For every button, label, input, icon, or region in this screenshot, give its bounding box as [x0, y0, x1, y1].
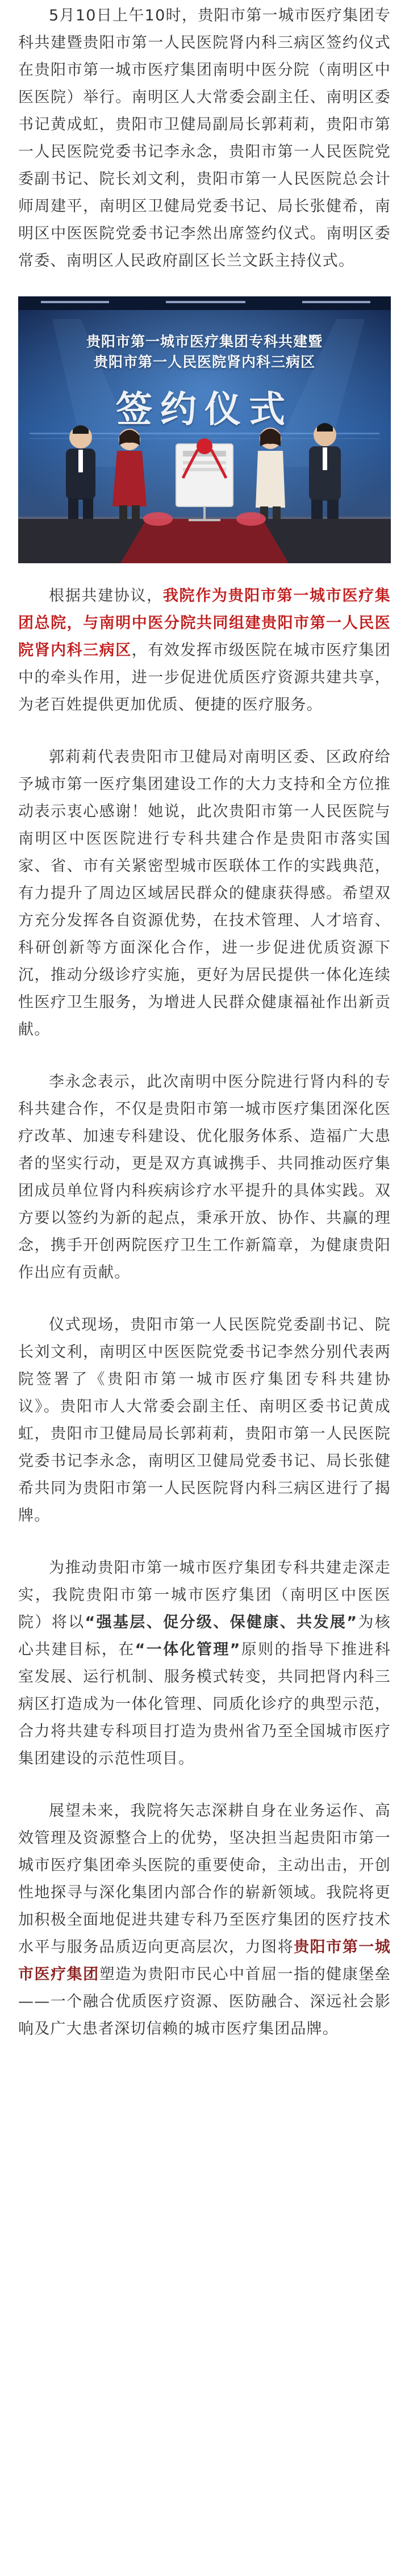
ceremony-photo: [18, 296, 391, 563]
goals-post: 原则的指导下推进科室发展、运行机制、服务模式转变，共同把肾内科三病区打造成为一体化管理、同质化诊疗的典型示范，合力将共建专科项目打造为贵州省乃至全国城市医疗集团建设的示范性项目。: [18, 1641, 391, 1767]
agreement-highlight: 我院作为贵阳市第一城市医疗集团总院，与南明中医分院共同组建贵阳市第一人民医院肾内科三病区: [18, 587, 391, 659]
outlook-paragraph: [18, 1798, 391, 2043]
photo-banner-line2: 贵阳市第一人民医院肾内科三病区: [93, 354, 315, 370]
goals-paragraph: [18, 1555, 391, 1773]
photo-banner-line1: 贵阳市第一城市医疗集团专科共建暨: [86, 333, 323, 350]
outlook-highlight: 贵阳市第一城市医疗集团: [18, 1938, 391, 1983]
intro-paragraph: 5月10日上午10时，贵阳市第一城市医疗集团专科共建暨贵阳市第一人民医院肾内科三病区签约仪式在贵阳市第一城市医疗集团南明中医分院（南明区中医医院）举行。南明区人大常委会副主任、南明区委书记黄成虹，贵阳市卫健局副局长郭莉莉，贵阳市第一人民医院党委书记李永念，贵阳市第一人民医院党委副书记、院长刘文利，贵阳市第一人民医院总会计师周建平，南明区卫健局党委书记、局长张健希，南明区中医医院党委书记李然出席签约仪式。南明区委常委、南明区人民政府副区长兰文跃主持仪式。: [18, 7, 391, 270]
goals-mid: 为核心共建目标，在: [18, 1614, 391, 1658]
photo-banner-title: 签约仪式: [116, 388, 293, 431]
goals-pre: 为推动贵阳市第一城市医疗集团专科共建走深走实，我院贵阳市第一城市医疗集团（南明区中医医院）将以: [18, 1559, 391, 1631]
goals-highlight-1: “强基层、促分级、保健康、共发展”: [85, 1614, 358, 1631]
ceremony-paragraph: 仪式现场，贵阳市第一人民医院党委副书记、院长刘文利，南明区中医医院党委书记李然分别代表两院签署了《贵阳市第一城市医疗集团专科共建协议》。贵阳市人大常委会副主任、南明区委书记黄成虹，贵阳市卫健局局长郭莉莉，贵阳市第一人民医院党委书记李永念，南明区卫健局党委书记、局长张健希共同为贵阳市第一人民医院肾内科三病区进行了揭牌。: [18, 1316, 391, 1524]
agreement-post: ，有效发挥市级医院在城市医疗集团中的牵头作用，进一步促进优质医疗资源共建共享，为老百姓提供更加优质、便捷的医疗服务。: [18, 642, 391, 714]
goals-highlight-2: “一体化管理”: [135, 1641, 241, 1658]
agreement-pre: 根据共建协议，: [49, 587, 163, 605]
outlook-pre: 展望未来，我院将矢志深耕自身在业务运作、高效管理及资源整合上的优势，坚决担当起贵阳市第一城市医疗集团牵头医院的重要使命，主动出击，开创性地探寻与深化集团内部合作的崭新领域。我院将更加积极全面地促进共建专科乃至医疗集团的医疗技术水平与服务品质迈向更高层次，力图将: [18, 1802, 391, 1956]
agreement-paragraph: [18, 583, 391, 719]
outlook-post: 塑造为贵阳市民心中首屈一指的健康堡垒——一个融合优质医疗资源、医防融合、深远社会影响及广大患者深切信赖的城市医疗集团品牌。: [18, 1966, 391, 2038]
guo-speech-paragraph: 郭莉莉代表贵阳市卫健局对南明区委、区政府给予城市第一医疗集团建设工作的大力支持和全方位推动表示衷心感谢！她说，此次贵阳市第一人民医院与南明区中医医院进行专科共建合作是贵阳市落实国家、省、市有关紧密型城市医联体工作的实践典范，有力提升了周边区域居民群众的健康获得感。希望双方充分发挥各自资源优势，在技术管理、人才培育、科研创新等方面深化合作，进一步促进优质资源下沉，推动分级诊疗实施，更好为居民提供一体化连续性医疗卫生服务，为增进人民群众健康福祉作出新贡献。: [18, 748, 391, 1038]
li-speech-paragraph: 李永念表示，此次南明中医分院进行肾内科的专科共建合作，不仅是贵阳市第一城市医疗集团深化医疗改革、加速专科建设、优化服务体系、造福广大患者的坚实行动，更是双方真诚携手、共同推动医疗集团成员单位肾内科疾病诊疗水平提升的具体实践。双方要以签约为新的起点，秉承开放、协作、共赢的理念，携手开创两院医疗卫生工作新篇章，为健康贵阳作出应有贡献。: [18, 1073, 391, 1281]
